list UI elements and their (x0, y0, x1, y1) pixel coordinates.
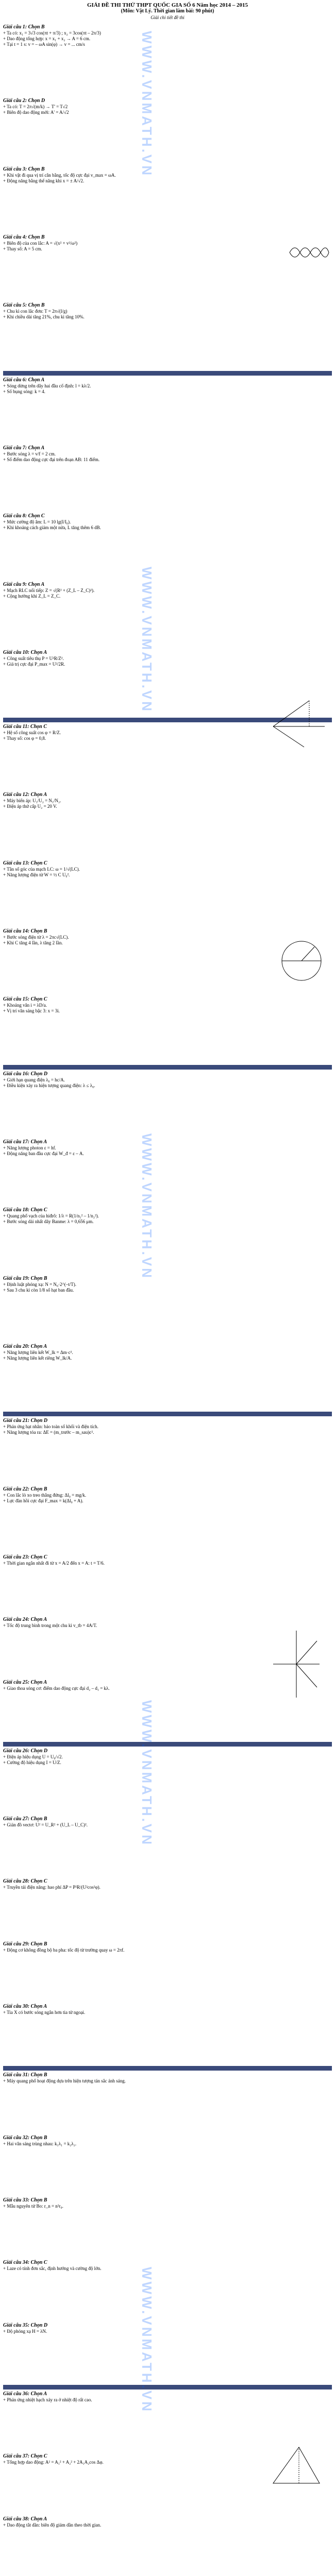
solution-line: + Hai vân sáng trùng nhau: k₁λ₁ = k₂λ₂. (3, 2141, 77, 2146)
solution-line: + Mẫu nguyên tử Bo: r_n = n²r₀. (3, 2204, 63, 2209)
watermark-text: WWW.VNMATH.VN (139, 567, 155, 714)
solution-line: + Số bụng sóng: k = 4. (3, 388, 45, 394)
watermark-text: WWW.VNMATH.VN (139, 2267, 155, 2414)
solution-body (3, 451, 332, 463)
solution-line: + Truyền tải điện năng: hao phí ΔP = P²R/(U²cos²φ). (3, 1885, 100, 1890)
watermark-text: WWW.VNMATH.VN (139, 1133, 155, 1280)
solution-line: + Ta có: T = 2π√(m/k) → T' = T√2 (3, 104, 68, 110)
solution-line: + Hệ số công suất cos φ = R/Z. (3, 730, 61, 736)
solution-line: + Khi vật đi qua vị trí cân bằng, tốc độ cực đại v_max = ωA. (3, 172, 116, 178)
solution-line: + Máy quang phổ hoạt động dựa trên hiện tượng tán sắc ánh sáng. (3, 2078, 126, 2084)
solution-line: + Năng lượng photon ε = hf. (3, 1145, 56, 1150)
solution-line: + Giản đồ vectơ: U² = U_R² + (U_L – U_C)². (3, 1822, 88, 1828)
solution-body (3, 2010, 332, 2015)
solution-block (3, 860, 332, 878)
solution-body (3, 588, 332, 599)
solution-line: + Khoảng vân i = λD/a. (3, 1003, 47, 1008)
solution-body (3, 309, 332, 320)
solution-body (3, 1282, 332, 1293)
solution-line: + Mạch RLC nối tiếp: Z = √(R² + (Z_L – Z_C)²). (3, 587, 95, 593)
solution-title: Giải câu 23: Chọn C (3, 1554, 47, 1560)
watermark-text: WWW.VNMATH.VN (139, 31, 155, 178)
solution-title: Giải câu 16: Chọn D (3, 1071, 48, 1077)
solution-title: Giải câu 6: Chọn A (3, 377, 45, 383)
solution-title: Giải câu 25: Chọn A (3, 1679, 47, 1685)
solution-line: + Tia X có bước sóng ngắn hơn tia tử ngoại. (3, 2010, 86, 2015)
solution-title: Giải câu 26: Chọn D (3, 1748, 48, 1754)
solution-block (3, 1207, 332, 1225)
solution-block (3, 1418, 332, 1435)
solution-title: Giải câu 20: Chọn A (3, 1343, 47, 1349)
solution-body (3, 519, 332, 531)
solution-line: + Bước sóng điện từ λ = 2πc√(LC). (3, 935, 69, 940)
solution-title: Giải câu 11: Chọn C (3, 724, 47, 730)
solution-title: Giải câu 18: Chọn C (3, 1207, 47, 1213)
solution-line: + Động năng ban đầu cực đại W_đ = ε – A. (3, 1151, 84, 1156)
section-divider-bar (3, 371, 332, 376)
triangle-diagram (268, 2442, 325, 2488)
solution-line: + Năng lượng điện từ W = ½ C U₀². (3, 872, 70, 877)
solution-title: Giải câu 19: Chọn B (3, 1275, 47, 1281)
solution-body (3, 2329, 332, 2334)
solution-line: + Động cơ không đồng bộ ba pha: tốc độ từ trường quay ω = 2πf. (3, 1947, 125, 1953)
solution-line: + Biên độ của con lắc: A = √(x² + v²/ω²) (3, 240, 78, 246)
solution-body (3, 2522, 332, 2528)
solution-body (3, 1213, 332, 1225)
solution-line: + Tổng hợp dao động: A² = A₁² + A₂² + 2A₁A₂cos Δφ. (3, 2460, 104, 2465)
solution-title: Giải câu 7: Chọn A (3, 445, 45, 451)
solution-title: Giải câu 21: Chọn D (3, 1418, 48, 1424)
solution-body (3, 2141, 332, 2147)
standing-wave-figure (289, 242, 330, 263)
solution-block (3, 166, 332, 184)
solution-line: + Điện áp thứ cấp U₂ = 20 V. (3, 804, 57, 809)
solution-line: + Công suất tiêu thụ P = U²R/Z². (3, 655, 64, 661)
solution-line: + Chu kì con lắc đơn: T = 2π√(l/g) (3, 309, 68, 314)
solution-title: Giải câu 8: Chọn C (3, 513, 45, 519)
section-divider-bar (3, 1742, 332, 1747)
solution-line: + Dao động tắt dần: biên độ giảm dần theo thời gian. (3, 2522, 102, 2528)
solution-body (3, 1561, 332, 1566)
solution-block (3, 1276, 332, 1293)
solution-title: Giải câu 13: Chọn C (3, 860, 47, 866)
solution-title: Giải câu 14: Chọn B (3, 928, 47, 935)
solution-title: Giải câu 9: Chọn A (3, 581, 45, 587)
solutions-body (3, 23, 332, 2576)
solution-line: + Điện áp hiệu dụng U = U₀/√2. (3, 1754, 63, 1759)
solution-body (3, 173, 332, 184)
section-divider-bar (3, 1065, 332, 1070)
solution-body (3, 30, 332, 47)
solution-line: + Mức cường độ âm: L = 10 lg(I/I₀). (3, 519, 71, 525)
solution-title: Giải câu 24: Chọn A (3, 1617, 47, 1623)
solution-line: + Tốc độ trung bình trong một chu kì v_tb = 4A/T. (3, 1623, 97, 1629)
solution-block (3, 2323, 332, 2334)
solution-title: Giải câu 17: Chọn A (3, 1139, 47, 1145)
solution-line: + Tại t = 1 s: v = – ωA sin(φ) → v = ... cm/s (3, 42, 85, 47)
solution-title: Giải câu 2: Chọn D (3, 98, 45, 104)
document-header (0, 0, 335, 21)
solution-block (3, 1878, 332, 1890)
solution-block (3, 2260, 332, 2272)
solution-line: + Giới hạn quang điện λ₀ = hc/A. (3, 1077, 65, 1082)
solution-line: + Điều kiện xảy ra hiện tượng quang điện: λ ≤ λ₀. (3, 1082, 95, 1088)
solution-block (3, 792, 332, 809)
solution-line: + Con lắc lò xo treo thẳng đứng: Δl₀ = mg/k. (3, 1492, 87, 1498)
solution-title: Giải câu 33: Chọn B (3, 2197, 47, 2203)
solution-block (3, 582, 332, 599)
solution-title: Giải câu 28: Chọn C (3, 1878, 47, 1885)
solution-title: Giải câu 38: Chọn A (3, 2516, 47, 2522)
solution-block (3, 1748, 332, 1766)
solution-block (3, 24, 332, 47)
solution-body (3, 2204, 332, 2209)
solution-block (3, 1071, 332, 1089)
section-divider-bar (3, 2385, 332, 2389)
solution-block (3, 1344, 332, 1361)
solution-line: + Vị trí vân sáng bậc 3: x = 3i. (3, 1008, 60, 1014)
solution-line: + Dao động tổng hợp: x = x₁ + x₂ → A = 6 cm. (3, 36, 91, 41)
solution-body (3, 104, 332, 115)
solution-block (3, 2135, 332, 2147)
solution-body (3, 1493, 332, 1504)
solution-line: + Sóng dừng trên dây hai đầu cố định: l = kλ/2. (3, 383, 91, 388)
solution-block (3, 1486, 332, 1504)
solution-body (3, 1822, 332, 1828)
vector-diagram (268, 1628, 325, 1700)
solution-title: Giải câu 3: Chọn B (3, 166, 45, 172)
solution-block (3, 1139, 332, 1157)
solution-block (3, 650, 332, 667)
solution-title: Giải câu 22: Chọn B (3, 1486, 47, 1492)
solution-line: + Sau 3 chu kì còn 1/8 số hạt ban đầu. (3, 1287, 74, 1293)
solution-body (3, 1947, 332, 1953)
solution-title: Giải câu 12: Chọn A (3, 792, 47, 798)
solution-block (3, 2072, 332, 2084)
solution-line: + Tần số góc của mạch LC: ω = 1/√(LC). (3, 866, 80, 872)
solution-line: + Năng lượng liên kết riêng W_lk/A. (3, 1355, 72, 1361)
solution-body (3, 1003, 332, 1014)
solution-line: + Quang phổ vạch của hiđrô: 1/λ = R(1/n₁² – 1/n₂²). (3, 1213, 99, 1219)
solution-line: + Khi C tăng 4 lần, λ tăng 2 lần. (3, 940, 63, 946)
solution-title: Giải câu 35: Chọn D (3, 2322, 48, 2328)
solution-line: + Bước sóng λ = v/f = 2 cm. (3, 451, 56, 456)
solution-line: + Thời gian ngắn nhất đi từ x = A/2 đến x = A: t = T/6. (3, 1560, 105, 1566)
solution-line: + Khi khoảng cách giảm một nửa, L tăng thêm 6 dB. (3, 525, 101, 531)
solution-line: + Ta có: x₁ = 3√3 cos(πt + π/3) ; x₂ = 3cos(πt – 2π/3) (3, 30, 101, 36)
solution-title: Giải câu 5: Chọn B (3, 302, 45, 309)
solution-title: Giải câu 37: Chọn C (3, 2453, 47, 2460)
solution-body (3, 383, 332, 395)
solution-body (3, 2078, 332, 2084)
solution-line: + Thay số: cos φ = 0,8. (3, 736, 46, 741)
solution-line: + Khi chiều dài tăng 21%, chu kì tăng 10%. (3, 314, 85, 320)
solution-body (3, 1350, 332, 1361)
solution-line: + Phản ứng nhiệt hạch xảy ra ở nhiệt độ rất cao. (3, 2397, 92, 2402)
solution-line: + Giá trị cực đại P_max = U²/2R. (3, 661, 65, 667)
solution-title: Giải câu 27: Chọn B (3, 1816, 47, 1822)
solution-block (3, 2516, 332, 2528)
solution-body (3, 2266, 332, 2272)
solution-block (3, 302, 332, 320)
solution-block (3, 2197, 332, 2209)
solution-body (3, 2397, 332, 2403)
solution-title: Giải câu 29: Chọn B (3, 1941, 47, 1947)
solution-block (3, 445, 332, 463)
solution-line: + Biên độ dao động mới: A' = A/√2 (3, 110, 69, 115)
solution-title: Giải câu 36: Chọn A (3, 2391, 47, 2397)
solution-title: Giải câu 4: Chọn B (3, 234, 45, 240)
solution-block (3, 996, 332, 1014)
solution-block (3, 1617, 332, 1629)
solution-block (3, 2004, 332, 2015)
document-note: Giải chi tiết đề thi (150, 15, 185, 20)
solution-block (3, 234, 332, 252)
solution-body (3, 241, 332, 252)
solution-line: + Thay số: A = 5 cm. (3, 246, 42, 251)
solution-title: Giải câu 31: Chọn B (3, 2072, 47, 2078)
solution-line: + Bước sóng dài nhất dãy Banme: λ = 0,656 μm. (3, 1219, 94, 1225)
solution-block (3, 377, 332, 395)
solution-body (3, 798, 332, 809)
solution-title: Giải câu 34: Chọn C (3, 2260, 47, 2266)
solution-block (3, 1816, 332, 1828)
solution-line: + Độ phóng xạ H = λN. (3, 2328, 47, 2334)
solution-line: + Lực đàn hồi cực đại F_max = k(Δl₀ + A). (3, 1498, 83, 1503)
solution-block (3, 1554, 332, 1566)
solution-body (3, 656, 332, 667)
solution-line: + Số điểm dao động cực đại trên đoạn AB: 11 điểm. (3, 456, 100, 462)
phasor-diagram (268, 696, 330, 752)
solution-line: + Máy biến áp: U₁/U₂ = N₁/N₂. (3, 798, 61, 804)
solution-body (3, 1424, 332, 1435)
solution-line: + Phản ứng hạt nhân: bảo toàn số khối và điện tích. (3, 1424, 98, 1430)
solution-title: Giải câu 30: Chọn A (3, 2004, 47, 2010)
solution-line: + Giao thoa sóng cơ: điểm dao động cực đại d₂ – d₁ = kλ. (3, 1685, 110, 1691)
solution-title: Giải câu 1: Chọn B (3, 24, 45, 30)
solution-body (3, 1885, 332, 1890)
document-subtitle: (Môn: Vật Lý. Thời gian làm bài: 90 phút) (121, 8, 214, 14)
solution-line: + Laze có tính đơn sắc, định hướng và cường độ lớn. (3, 2266, 102, 2272)
solution-body (3, 1077, 332, 1089)
solution-title: Giải câu 15: Chọn C (3, 996, 47, 1003)
solution-block (3, 1941, 332, 1953)
solution-line: + Năng lượng liên kết W_lk = Δm·c². (3, 1349, 73, 1355)
circle-diagram (278, 938, 325, 984)
solution-body (3, 867, 332, 878)
solution-body (3, 1145, 332, 1157)
solution-title: Giải câu 10: Chọn A (3, 649, 47, 655)
solution-line: + Cường độ hiệu dụng I = U/Z. (3, 1759, 61, 1765)
solution-line: + Động năng bằng thế năng khi x = ± A/√2. (3, 178, 85, 183)
solution-block (3, 2391, 332, 2403)
section-divider-bar (3, 2066, 332, 2071)
document-title: GIẢI ĐỀ THI THỬ THPT QUỐC GIA SỐ 6 Năm học 2014 – 2015 (87, 2, 248, 8)
solution-title: Giải câu 32: Chọn B (3, 2134, 47, 2141)
section-divider-bar (3, 1412, 332, 1416)
solution-block (3, 98, 332, 115)
solution-line: + Năng lượng tỏa ra: ΔE = (m_trước – m_sau)c². (3, 1430, 94, 1435)
watermark-text: WWW.VNMATH.VN (139, 1700, 155, 1847)
solution-body (3, 1754, 332, 1766)
solution-line: + Cộng hưởng khi Z_L = Z_C. (3, 593, 61, 599)
solution-line: + Định luật phóng xạ: N = N₀·2^(–t/T). (3, 1281, 76, 1287)
solution-block (3, 513, 332, 531)
